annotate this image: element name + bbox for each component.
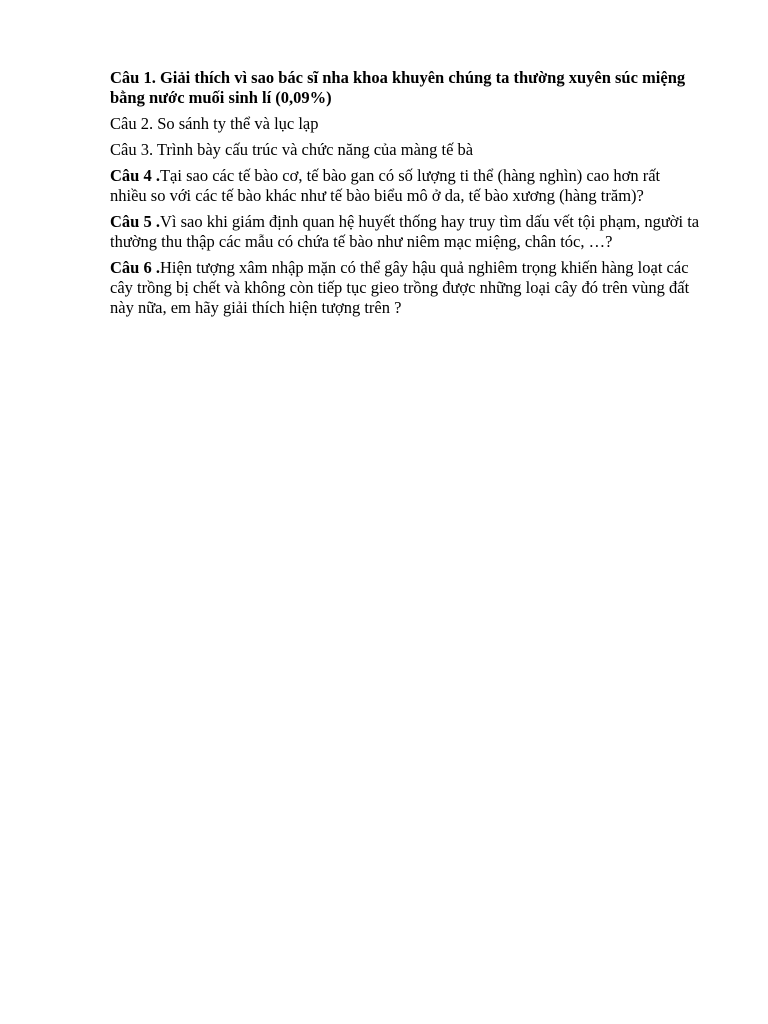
question-3-text: Câu 3. Trình bày cấu trúc và chức năng của màng tế bà [110, 140, 474, 159]
document-body [110, 68, 700, 324]
question-4 [110, 166, 700, 206]
question-4-label: Câu 4 . [110, 166, 160, 185]
question-1 [110, 68, 700, 108]
question-1-text: Câu 1. Giải thích vì sao bác sĩ nha khoa khuyên chúng ta thường xuyên súc miệng bằng nước muối sinh lí (0,09%) [110, 68, 686, 107]
question-5-label: Câu 5 . [110, 212, 160, 231]
question-5 [110, 212, 700, 252]
question-4-text: Tại sao các tế bào cơ, tế bào gan có số lượng ti thể (hàng nghìn) cao hơn rất nhiều so với các tế bào khác như tế bào biểu mô ở da, tế bào xương (hàng trăm)? [110, 166, 661, 205]
question-3 [110, 140, 700, 160]
question-6-label: Câu 6 . [110, 258, 160, 277]
question-6-text: Hiện tượng xâm nhập mặn có thể gây hậu quả nghiêm trọng khiến hàng loạt các cây trồng bị chết và không còn tiếp tục gieo trồng được những loại cây đó trên vùng đất này nữa, em hãy giải thích hiện tượng trên ? [110, 258, 690, 317]
question-2-text: Câu 2. So sánh ty thể và lục lạp [110, 114, 319, 133]
question-2 [110, 114, 700, 134]
question-5-text: Vì sao khi giám định quan hệ huyết thống hay truy tìm dấu vết tội phạm, người ta thường thu thập các mẫu có chứa tế bào như niêm mạc miệng, chân tóc, …? [110, 212, 700, 251]
question-6 [110, 258, 700, 318]
